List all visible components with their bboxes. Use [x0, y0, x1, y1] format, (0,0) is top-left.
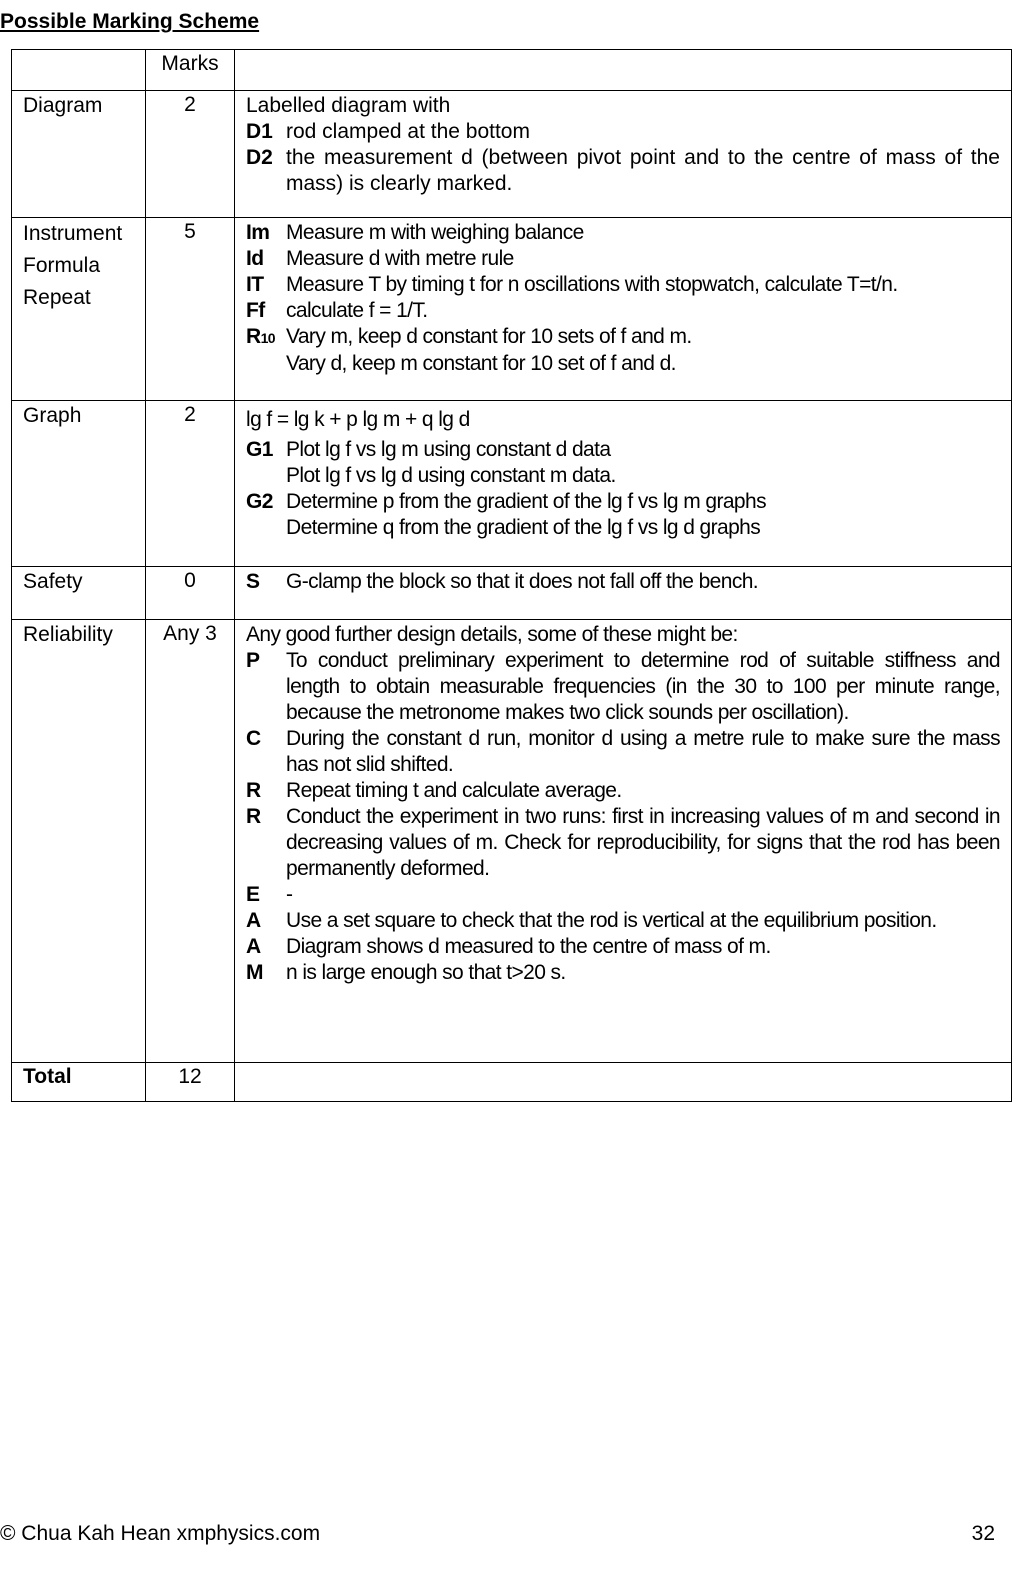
header-description [235, 50, 1012, 91]
marks-cell: 0 [146, 567, 235, 620]
description-cell [235, 401, 1012, 567]
page-title: Possible Marking Scheme [0, 10, 260, 33]
criterion-label: Repeat [23, 286, 91, 309]
list-item: G1 Plot lg f vs lg m using constant d data [246, 438, 611, 461]
table-row [12, 620, 1012, 1063]
description-cell [235, 218, 1012, 401]
criterion-label: Graph [23, 404, 82, 427]
description-cell [235, 620, 1012, 1063]
list-item: D1 rod clamped at the bottom [246, 120, 530, 143]
criterion-label: Reliability [23, 623, 113, 646]
list-item: P To conduct preliminary experiment to determine rod of suitable stiffness and length to obtain measurable frequencies (in the 30 to 100 per minute range, because the metronome makes two click sounds per oscillation). [246, 649, 1000, 724]
list-item: R10 Vary m, keep d constant for 10 sets of f and m. [246, 325, 692, 348]
table-row [12, 401, 1012, 567]
list-item: Ff calculate f = 1/T. [246, 299, 428, 322]
intro-text: Labelled diagram with [246, 94, 451, 117]
table-row [12, 218, 1012, 401]
header-marks: Marks [146, 50, 235, 91]
marks-cell: 5 [146, 218, 235, 401]
criterion-label: Instrument [23, 222, 123, 245]
list-item: Vary d, keep m constant for 10 set of f and d. [286, 352, 676, 375]
intro-text: Any good further design details, some of these might be: [246, 623, 738, 646]
equation: lg f = lg k + p lg m + q lg d [246, 408, 470, 431]
list-item: R Repeat timing t and calculate average. [246, 779, 622, 802]
criterion-label: Diagram [23, 94, 103, 117]
marks-cell: Any 3 [146, 620, 235, 1063]
code-suffix: 10 [260, 330, 275, 346]
table-row [12, 567, 1012, 620]
description-cell [235, 567, 1012, 620]
list-item: C During the constant d run, monitor d using a metre rule to make sure the mass has not slid shifted. [246, 727, 1000, 776]
total-label: Total [12, 1063, 146, 1102]
header-criterion [12, 50, 146, 91]
list-item: Im Measure m with weighing balance [246, 221, 584, 244]
total-marks: 12 [146, 1063, 235, 1102]
marks-cell: 2 [146, 401, 235, 567]
list-item: M n is large enough so that t>20 s. [246, 961, 566, 984]
description-cell [235, 91, 1012, 218]
list-item: E - [246, 883, 293, 906]
marks-cell: 2 [146, 91, 235, 218]
criterion-cell [12, 401, 146, 567]
list-item: Id Measure d with metre rule [246, 247, 514, 270]
list-item: A Diagram shows d measured to the centre of mass of m. [246, 935, 771, 958]
table-row [12, 91, 1012, 218]
total-description [235, 1063, 1012, 1102]
marking-scheme-table [11, 49, 1012, 1102]
page-number: 32 [971, 1522, 995, 1545]
list-item: D2 the measurement d (between pivot point and to the centre of mass of the mass) is clearly marked. [246, 146, 1000, 195]
table-header-row [12, 50, 1012, 91]
criterion-cell [12, 218, 146, 401]
list-item: Determine q from the gradient of the lg f vs lg d graphs [286, 516, 761, 539]
criterion-label: Safety [23, 570, 83, 593]
criterion-cell [12, 567, 146, 620]
list-item: A Use a set square to check that the rod is vertical at the equilibrium position. [246, 909, 937, 932]
criterion-label: Formula [23, 254, 101, 277]
list-item: IT Measure T by timing t for n oscillations with stopwatch, calculate T=t/n. [246, 273, 898, 296]
total-row [12, 1063, 1012, 1102]
list-item: Plot lg f vs lg d using constant m data. [286, 464, 616, 487]
list-item: R Conduct the experiment in two runs: first in increasing values of m and second in decreasing values of m. Check for reproducibility, for signs that the rod has been permanently deformed. [246, 805, 1000, 880]
criterion-cell [12, 620, 146, 1063]
criterion-cell [12, 91, 146, 218]
list-item: G2 Determine p from the gradient of the lg f vs lg m graphs [246, 490, 766, 513]
copyright-footer: © Chua Kah Hean xmphysics.com [0, 1522, 321, 1545]
list-item: S G-clamp the block so that it does not fall off the bench. [246, 570, 759, 593]
